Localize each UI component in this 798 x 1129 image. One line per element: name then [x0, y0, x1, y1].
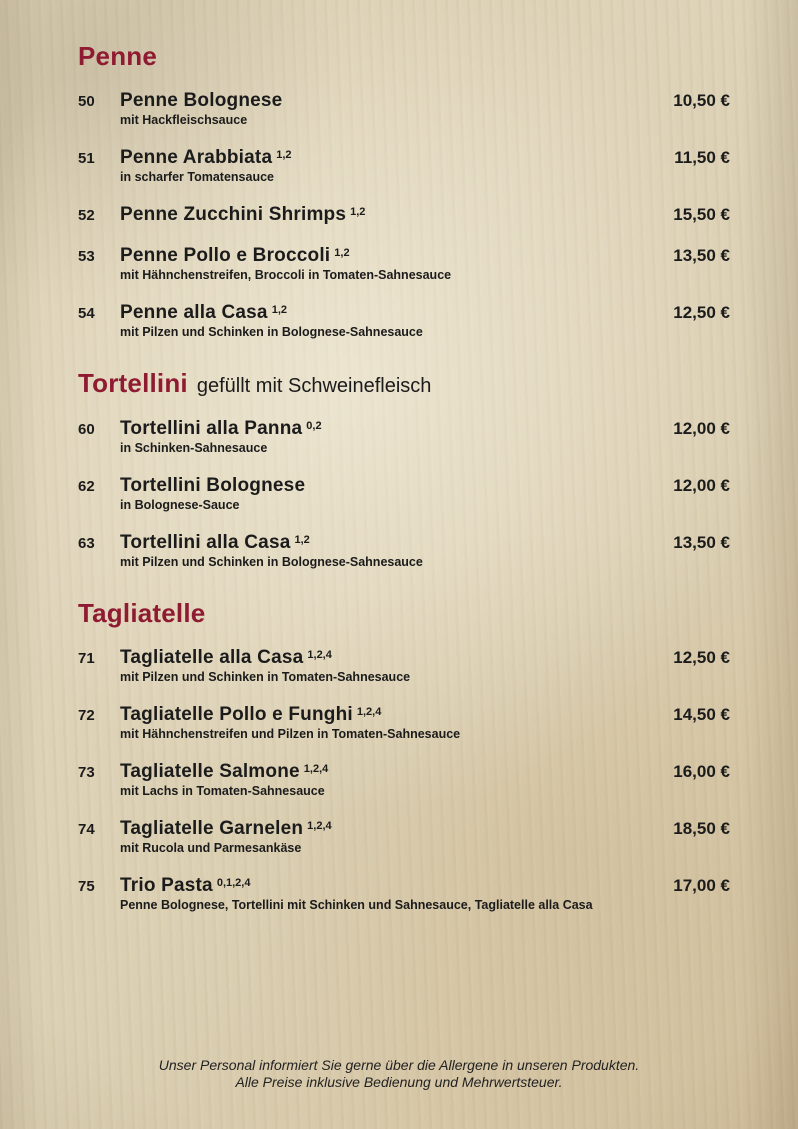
item-allergen-sup: 1,2 [276, 148, 292, 161]
item-number: 63 [78, 535, 95, 552]
section-title: Penne [78, 41, 158, 71]
item-name-wrap [120, 532, 650, 554]
item-number: 50 [78, 93, 95, 110]
item-description: mit Pilzen und Schinken in Tomaten-Sahnesauce [120, 670, 411, 684]
item-name-wrap [120, 147, 650, 169]
menu-item [78, 647, 730, 685]
item-description: Penne Bolognese, Tortellini mit Schinken und Sahnesauce, Tagliatelle alla Casa [120, 898, 593, 912]
menu-item-line [78, 647, 730, 669]
item-description: mit Pilzen und Schinken in Bolognese-Sahnesauce [120, 555, 423, 569]
item-description: mit Lachs in Tomaten-Sahnesauce [120, 784, 325, 798]
item-price: 18,50 € [673, 819, 730, 838]
section-title: Tortellini [78, 368, 188, 398]
footer-allergen-note: Unser Personal informiert Sie gerne über die Allergene in unseren Produkten. [158, 1057, 640, 1073]
section-items [78, 647, 730, 913]
item-price: 12,00 € [673, 419, 730, 438]
menu-item-line [78, 147, 730, 169]
item-name: Penne Arabbiata [120, 147, 273, 168]
item-number: 75 [78, 878, 95, 895]
item-allergen-sup: 1,2 [334, 246, 350, 259]
item-allergen-sup: 1,2 [350, 205, 366, 218]
menu-item [78, 704, 730, 742]
item-number: 60 [78, 421, 95, 438]
item-number: 71 [78, 650, 95, 667]
item-allergen-sup: 1,2 [294, 533, 310, 546]
item-name: Tagliatelle Garnelen [120, 818, 304, 839]
page-footer [0, 1057, 798, 1091]
item-name-wrap [120, 704, 650, 726]
item-description: in scharfer Tomatensauce [120, 170, 274, 184]
section-header [78, 42, 730, 72]
menu-item-line [78, 761, 730, 783]
item-number: 73 [78, 764, 95, 781]
item-name-wrap [120, 875, 650, 897]
item-description: mit Pilzen und Schinken in Bolognese-Sahnesauce [120, 325, 423, 339]
item-name: Tortellini alla Casa [120, 532, 291, 553]
menu-item [78, 532, 730, 570]
section-subtitle: gefüllt mit Schweinefleisch [196, 375, 432, 397]
menu-item-line [78, 302, 730, 324]
item-name-wrap [120, 475, 650, 497]
item-description: mit Hähnchenstreifen und Pilzen in Tomaten-Sahnesauce [120, 727, 461, 741]
item-number: 62 [78, 478, 95, 495]
menu-item-line [78, 245, 730, 267]
menu-item-line [78, 532, 730, 554]
item-name: Tortellini Bolognese [120, 475, 306, 496]
item-price: 17,00 € [673, 876, 730, 895]
item-number: 74 [78, 821, 95, 838]
menu-item [78, 418, 730, 456]
menu-item [78, 475, 730, 513]
section-items [78, 418, 730, 570]
menu-item [78, 875, 730, 913]
menu-item [78, 818, 730, 856]
item-price: 16,00 € [673, 762, 730, 781]
item-price: 12,50 € [673, 648, 730, 667]
item-price: 14,50 € [673, 705, 730, 724]
item-name: Tagliatelle alla Casa [120, 647, 304, 668]
item-allergen-sup: 1,2,4 [307, 819, 332, 832]
item-name: Tortellini alla Panna [120, 418, 303, 439]
item-price: 12,50 € [673, 303, 730, 322]
item-number: 51 [78, 150, 95, 167]
item-name-wrap [120, 761, 650, 783]
item-price: 12,00 € [673, 476, 730, 495]
section-title: Tagliatelle [78, 598, 206, 628]
item-number: 52 [78, 207, 95, 224]
item-number: 53 [78, 248, 95, 265]
item-name: Trio Pasta [120, 875, 213, 896]
item-price: 15,50 € [673, 205, 730, 224]
menu-item [78, 245, 730, 283]
item-description: in Schinken-Sahnesauce [120, 441, 268, 455]
menu-item-line [78, 418, 730, 440]
menu-item [78, 204, 730, 226]
footer-price-note: Alle Preise inklusive Bedienung und Mehrwertsteuer. [235, 1074, 563, 1090]
item-name-wrap [120, 818, 650, 840]
menu-item [78, 302, 730, 340]
item-description: mit Rucola und Parmesankäse [120, 841, 302, 855]
item-name: Penne alla Casa [120, 302, 268, 323]
menu-section [78, 369, 730, 570]
menu-item-line [78, 475, 730, 497]
menu-item-line [78, 204, 730, 226]
item-number: 72 [78, 707, 95, 724]
item-allergen-sup: 1,2,4 [303, 762, 329, 775]
menu-content [78, 42, 730, 932]
menu-item-line [78, 90, 730, 112]
item-description: mit Hähnchenstreifen, Broccoli in Tomaten-Sahnesauce [120, 268, 452, 282]
menu-item [78, 90, 730, 128]
menu-section [78, 42, 730, 340]
menu-item [78, 147, 730, 185]
item-name-wrap [120, 245, 650, 267]
menu-item-line [78, 818, 730, 840]
item-name-wrap [120, 204, 650, 226]
section-header [78, 599, 730, 629]
section-header [78, 369, 730, 400]
item-allergen-sup: 0,2 [306, 419, 322, 432]
menu-section [78, 599, 730, 913]
item-price: 13,50 € [673, 246, 730, 265]
item-price: 11,50 € [674, 148, 730, 167]
item-name-wrap [120, 418, 650, 440]
menu-item-line [78, 875, 730, 897]
item-price: 10,50 € [673, 91, 730, 110]
item-name: Penne Zucchini Shrimps [120, 204, 347, 225]
item-allergen-sup: 1,2,4 [356, 705, 382, 718]
item-name: Tagliatelle Salmone [120, 761, 300, 782]
section-items [78, 90, 730, 340]
menu-item-line [78, 704, 730, 726]
menu-item [78, 761, 730, 799]
item-description: in Bolognese-Sauce [120, 498, 240, 512]
item-allergen-sup: 1,2,4 [307, 648, 332, 661]
item-allergen-sup: 0,1,2,4 [216, 876, 251, 889]
item-name-wrap [120, 90, 650, 112]
item-description: mit Hackfleischsauce [120, 113, 248, 127]
item-allergen-sup: 1,2 [271, 303, 287, 316]
item-price: 13,50 € [673, 533, 730, 552]
item-name-wrap [120, 302, 650, 324]
item-name-wrap [120, 647, 650, 669]
item-number: 54 [78, 305, 95, 322]
item-name: Tagliatelle Pollo e Funghi [120, 704, 353, 725]
item-name: Penne Pollo e Broccoli [120, 245, 331, 266]
item-name: Penne Bolognese [120, 90, 283, 111]
